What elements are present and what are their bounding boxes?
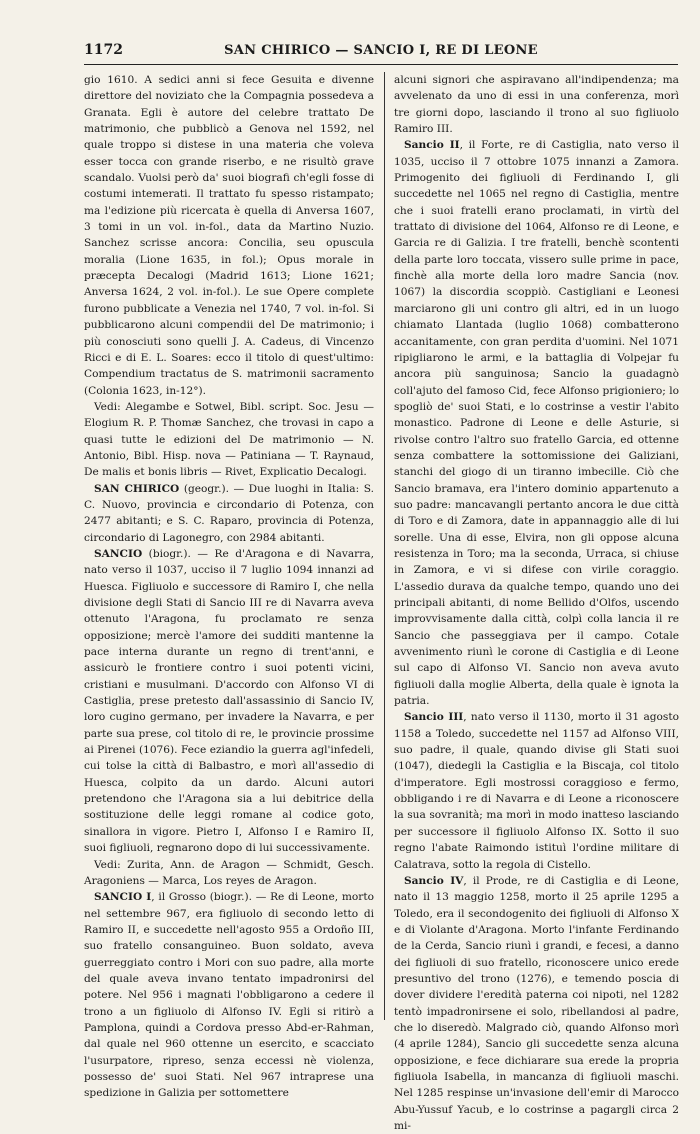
page-header xyxy=(84,42,678,62)
entry-text: gio 1610. A sedici anni si fece Gesuita e divenne direttore del noviziato che la Compagnia possedeva a Granata. Egli è autore del celebre trattato De matrimonio, che pubblicò a Genova nel 1592, nel quale troppo si distese in una materia che voleva esser tocca con grande riserbo, e ne risultò grave scandalo. Vuolsi però da' suoi biografi ch'egli fosse di costumi intemerati. Il trattato fu spesso ristampato; ma l'edizione più ricercata è quella di Anversa 1607, 3 tomi in un vol. in-fol., data da Martino Nuzio. Sanchez scrisse ancora: Concilia, seu opuscula moralia (Lione 1635, in fol.); Opus morale in præcepta Decalogi (Madrid 1613; Lione 1621; Anversa 1624, 2 vol. in-fol.). Le sue Opere complete furono pubblicate a Venezia nel 1740, 7 vol. in-fol. Si pubblicarono alcuni compendii del De matrimonio; i più conosciuti sono quelli J. A. Cadeus, di Vincenzo Ricci e di E. L. Soares: ecco il titolo di quest'ultimo: Compendium tractatus de S. matrimonii sacramento (Colonia 1623, in-12°). xyxy=(84,74,374,397)
paragraph xyxy=(394,709,679,872)
entry-text: , il Grosso (biogr.). — Re di Leone, morto nel settembre 967, era figliuolo di secondo letto di Ramiro II, e succedette nell'agosto 955 a Ordoño III, suo fratello consanguineo. Buon soldato, aveva guerreggiato contro i Mori con suo padre, alla morte del quale aveva invano tentato impadronirsi del potere. Nel 956 i magnati l'obbligarono a cedere il trono a un figliuolo di Alfonso IV. Egli si ritirò a Pamplona, quindi a Cordova presso Abd-er-Rahman, dal quale nel 960 ottenne un esercito, e scacciato l'usurpatore, ripreso, senza eccessi nè violenza, possesso de' suoi Stati. Nel 967 intraprese una spedizione in Galizia per sottomettere xyxy=(84,891,375,1100)
paragraph xyxy=(84,399,374,481)
paragraph xyxy=(84,72,374,399)
header-rule xyxy=(84,64,678,65)
entry-headword: Sancio IV xyxy=(404,874,464,887)
paragraph xyxy=(84,546,374,857)
entry-text: Vedi: Alegambe e Sotwel, Bibl. script. Soc. Jesu — Elogium R. P. Thomæ Sanchez, che trovasi in capo a quasi tutte le edizioni del De matrimonio — N. Antonio, Bibl. Hisp. nova — Patiniana — T. Raynaud, De malis et bonis libris — Rivet, Explicatio Decalogi. xyxy=(84,400,374,479)
entry-text: (biogr.). — Re d'Aragona e di Navarra, nato verso il 1037, ucciso il 7 luglio 1094 innanzi ad Huesca. Figliuolo e successore di Ramiro I, che nella divisione degli Stati di Sancio III re di Navarra aveva ottenuto l'Aragona, fu proclamato re senza opposizione; mercè l'amore dei sudditi mantenne la pace interna durante un regno di trent'anni, e assicurò le frontiere contro i suoi potenti vicini, cristiani e musulmani. D'accordo con Alfonso VI di Castiglia, prese pretesto dall'assassinio di Sancio IV, loro cugino germano, per invadere la Navarra, e per parte sua prese, col titolo di re, le provincie prossime ai Pirenei (1076). Fece eziandio la guerra agl'infedeli, cui tolse la città di Balbastro, e morì all'assedio di Huesca, colpito da un dardo. Alcuni autori pretendono che l'Aragona sia a lui debitrice della sostituzione delle leggi romane al codice goto, sinallora in vigore. Pietro I, Alfonso I e Ramiro II, suoi figliuoli, regnarono dopo di lui successivamente. xyxy=(84,547,374,855)
entry-text: , il Forte, re di Castiglia, nato verso il 1035, ucciso il 7 ottobre 1075 innanzi a Zamora. Primogenito dei figliuoli di Ferdinando I, gli succedette nel 1065 nel regno di Castiglia, mentre che i suoi fratelli erano proclamati, in virtù del trattato di divisione del 1064, Alfonso re di Leone, e Garcia re di Galizia. I tre fratelli, benchè scontenti della parte loro toccata, vissero sulle prime in pace, finchè alla morte della loro madre Sancia (nov. 1067) la discordia scoppiò. Castigliani e Leonesi marciarono gli uni contro gli altri, ed in un luogo chiamato Llantada (luglio 1068) combatterono accanitamente, con gran perdita d'uomini. Nel 1071 ripigliarono le armi, e la battaglia di Volpejar fu ancora più sanguinosa; Sancio la guadagnò coll'ajuto del famoso Cid, fece Alfonso prigioniero; lo spogliò de' suoi Stati, e lo costrinse a vestir l'abito monastico. Padrone di Leone e delle Asturie, si rivolse contro l'altro suo fratello Garcia, ed ottenne senza combattere la sottomissione dei Galiziani, stanchi del giogo di un tiranno imbecille. Ciò che Sancio bramava, era l'intero dominio appartenuto a suo padre: mancavangli pertanto ancora le due città di Toro e di Zamora, date in appannaggio alle di lui sorelle. Una di esse, Elvira, non gli oppose alcuna resistenza in Toro; ma la seconda, Urraca, si chiuse in Zamora, e vi si difese con virile coraggio. L'assedio durava da qualche tempo, quando uno dei principali abitanti, di nome Bellido d'Olfos, uscendo improvvisamente dalla città, colpì colla lancia il re Sancio che passeggiava per il campo. Cotale avvenimento riunì le corone di Castiglia e di Leone sul capo di Alfonso VI. Sancio non aveva avuto figliuoli dalla moglie Alberta, della quale è ignota la patria. xyxy=(394,139,679,708)
entry-text: , nato verso il 1130, morto il 31 agosto 1158 a Toledo, succedette nel 1157 ad Alfonso VIII, suo padre, il quale, quando divise gli Stati suoi (1047), diedegli la Castiglia e la Biscaja, col titolo d'imperatore. Egli mostrossi coraggioso e fermo, obbligando i re di Navarra e di Leone a riconoscere la sua sovranità; ma morì in modo inatteso lasciando per successore il figliuolo Alfonso IX. Sotto il suo regno l'abate Raimondo istituì l'ordine militare di Calatrava, sotto la regola di Cistello. xyxy=(394,711,679,871)
left-column xyxy=(84,72,375,1100)
paragraph xyxy=(84,857,374,890)
paragraph xyxy=(84,889,374,1101)
paragraph xyxy=(394,72,679,137)
entry-text: , il Prode, re di Castiglia e di Leone, nato il 13 maggio 1258, morto il 25 aprile 1295 a Toledo, era il secondogenito dei figliuoli di Alfonso X e di Violante d'Aragona. Morto l'infante Ferdinando de la Cerda, Sancio riunì i grandi, e fecesi, a danno dei figliuoli di suo fratello, riconoscere unico erede presuntivo del trono (1276), e temendo poscia di dover dividere l'eredità paterna coi nipoti, nel 1282 tentò impadronirsene ei solo, ribellandosi al padre, che lo diseredò. Malgrado ciò, quando Alfonso morì (4 aprile 1284), Sancio gli succedette senza alcuna opposizione, e fece dichiarare sua erede la propria figliuola Isabella, in mancanza di figliuoli maschi. Nel 1285 respinse un'invasione dell'emir di Marocco Abu-Yussuf Yacub, e lo costrinse a pagargli circa 2 mi- xyxy=(394,874,679,1132)
entry-text: (geogr.). — Due luoghi in Italia: S. C. Nuovo, provincia e circondario di Potenza, con 2477 abitanti; e S. C. Raparo, provincia di Potenza, circondario di Lagonegro, con 2984 abitanti. xyxy=(84,482,374,544)
entry-headword: SANCIO xyxy=(94,547,143,560)
paragraph xyxy=(394,137,679,709)
running-title: SAN CHIRICO — SANCIO I, RE DI LEONE xyxy=(224,43,538,58)
column-divider xyxy=(384,72,385,1020)
page-number: 1172 xyxy=(84,42,123,58)
paragraph xyxy=(394,873,679,1134)
paragraph xyxy=(84,481,374,546)
right-column xyxy=(394,72,679,1132)
entry-headword: SAN CHIRICO xyxy=(94,482,180,495)
entry-text: Vedi: Zurita, Ann. de Aragon — Schmidt, Gesch. Aragoniens — Marca, Los reyes de Aragon. xyxy=(84,858,374,887)
entry-headword: Sancio II xyxy=(404,139,460,152)
entry-headword: Sancio III xyxy=(404,711,464,724)
entry-headword: SANCIO I xyxy=(94,891,152,904)
entry-text: alcuni signori che aspiravano all'indipendenza; ma avvelenato da uno di essi in una conferenza, morì tre giorni dopo, lasciando il trono al suo figliuolo Ramiro III. xyxy=(394,74,679,136)
